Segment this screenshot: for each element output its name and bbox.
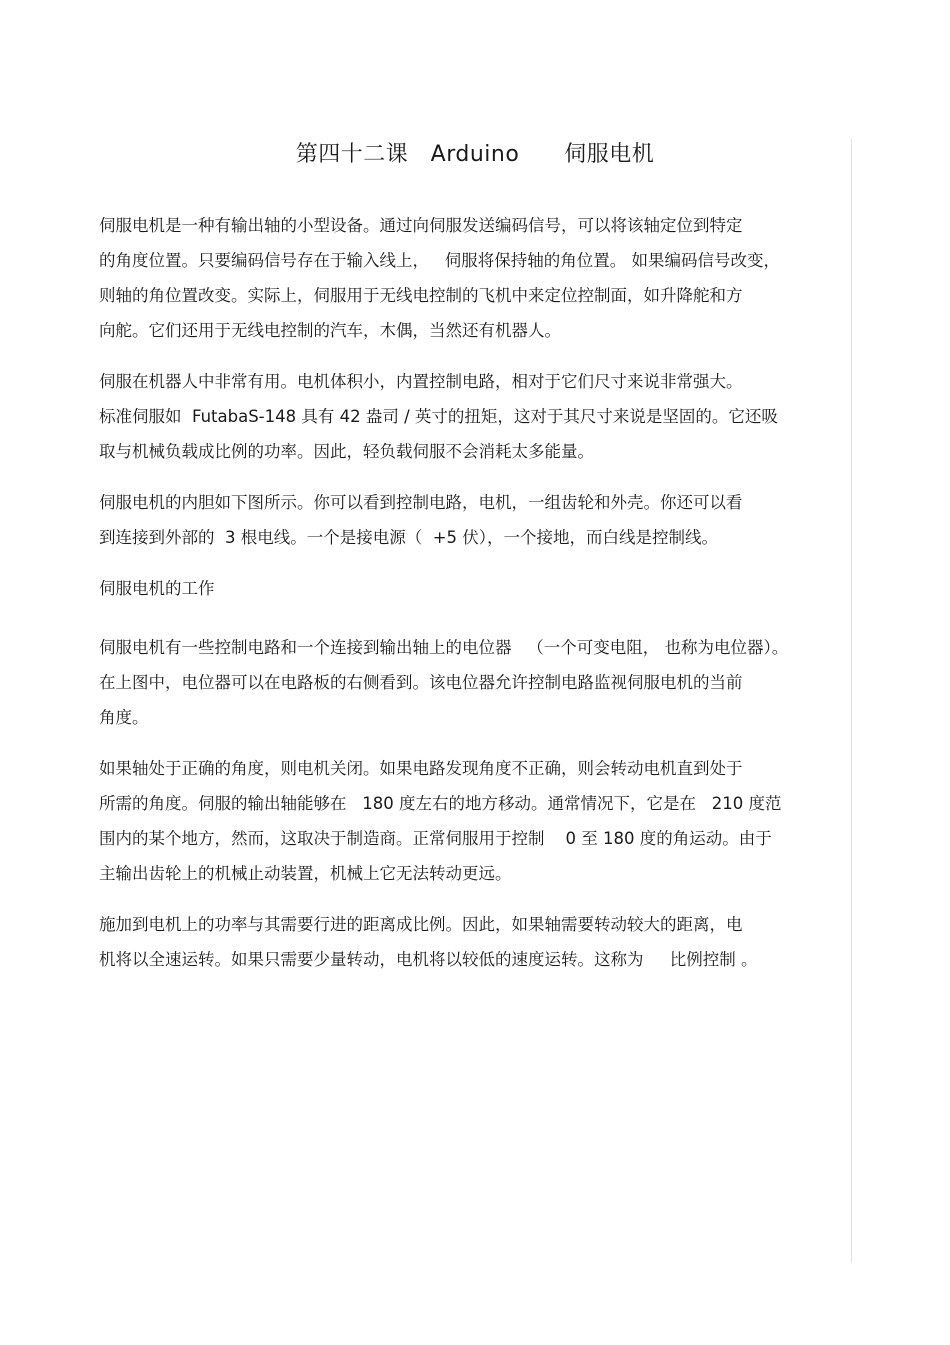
text-line: 的角度位置。只要编码信号存在于输入线上， 伺服将保持轴的角位置。 如果编码信号改变， — [99, 251, 780, 270]
section-heading — [99, 571, 854, 606]
text-line: 到连接到外部的 3 根电线。一个是接电源（ +5 伏），一个接地，而白线是控制线。 — [99, 528, 719, 547]
text-line: 在上图中，电位器可以在电路板的右侧看到。该电位器允许控制电路监视伺服电机的当前 — [99, 673, 743, 692]
paragraph — [99, 485, 854, 555]
paragraph — [99, 208, 854, 348]
paragraph — [99, 364, 854, 469]
paragraph — [99, 751, 854, 891]
text-line: 如果轴处于正确的角度，则电机关闭。如果电路发现角度不正确，则会转动电机直到处于 — [99, 759, 743, 778]
text-line: 标准伺服如 FutabaS-148 具有 42 盎司 / 英寸的扭矩，这对于其尺寸来说是坚固的。它还吸 — [99, 407, 778, 426]
text-line: 施加到电机上的功率与其需要行进的距离成比例。因此，如果轴需要转动较大的距离，电 — [99, 915, 743, 934]
text-line: 围内的某个地方，然而，这取决于制造商。正常伺服用于控制 0 至 180 度的角运动。由于 — [99, 829, 772, 848]
document-body — [99, 208, 854, 993]
text-line: 伺服电机有一些控制电路和一个连接到输出轴上的电位器 （一个可变电阻， 也称为电位器）。 — [99, 638, 789, 657]
page-title: 第四十二课 Arduino 伺服电机 — [295, 142, 655, 167]
text-line: 角度。 — [99, 708, 149, 727]
text-line: 伺服电机的内胆如下图所示。你可以看到控制电路，电机，一组齿轮和外壳。你还可以看 — [99, 493, 743, 512]
text-line: 则轴的角位置改变。实际上，伺服用于无线电控制的飞机中来定位控制面，如升降舵和方 — [99, 286, 743, 305]
text-line: 机将以全速运转。如果只需要少量转动，电机将以较低的速度运转。这称为 比例控制 。 — [99, 950, 758, 969]
text-line: 向舵。它们还用于无线电控制的汽车，木偶，当然还有机器人。 — [99, 321, 561, 340]
text-line: 所需的角度。伺服的输出轴能够在 180 度左右的地方移动。通常情况下，它是在 210 度范 — [99, 794, 782, 813]
text-line: 取与机械负载成比例的功率。因此，轻负载伺服不会消耗太多能量。 — [99, 442, 594, 461]
paragraph — [99, 630, 854, 735]
text-line: 伺服电机的工作 — [99, 579, 215, 598]
text-line: 主输出齿轮上的机械止动装置，机械上它无法转动更远。 — [99, 864, 512, 883]
paragraph — [99, 907, 854, 977]
text-line: 伺服电机是一种有输出轴的小型设备。通过向伺服发送编码信号，可以将该轴定位到特定 — [99, 216, 743, 235]
text-line: 伺服在机器人中非常有用。电机体积小，内置控制电路，相对于它们尺寸来说非常强大。 — [99, 372, 743, 391]
